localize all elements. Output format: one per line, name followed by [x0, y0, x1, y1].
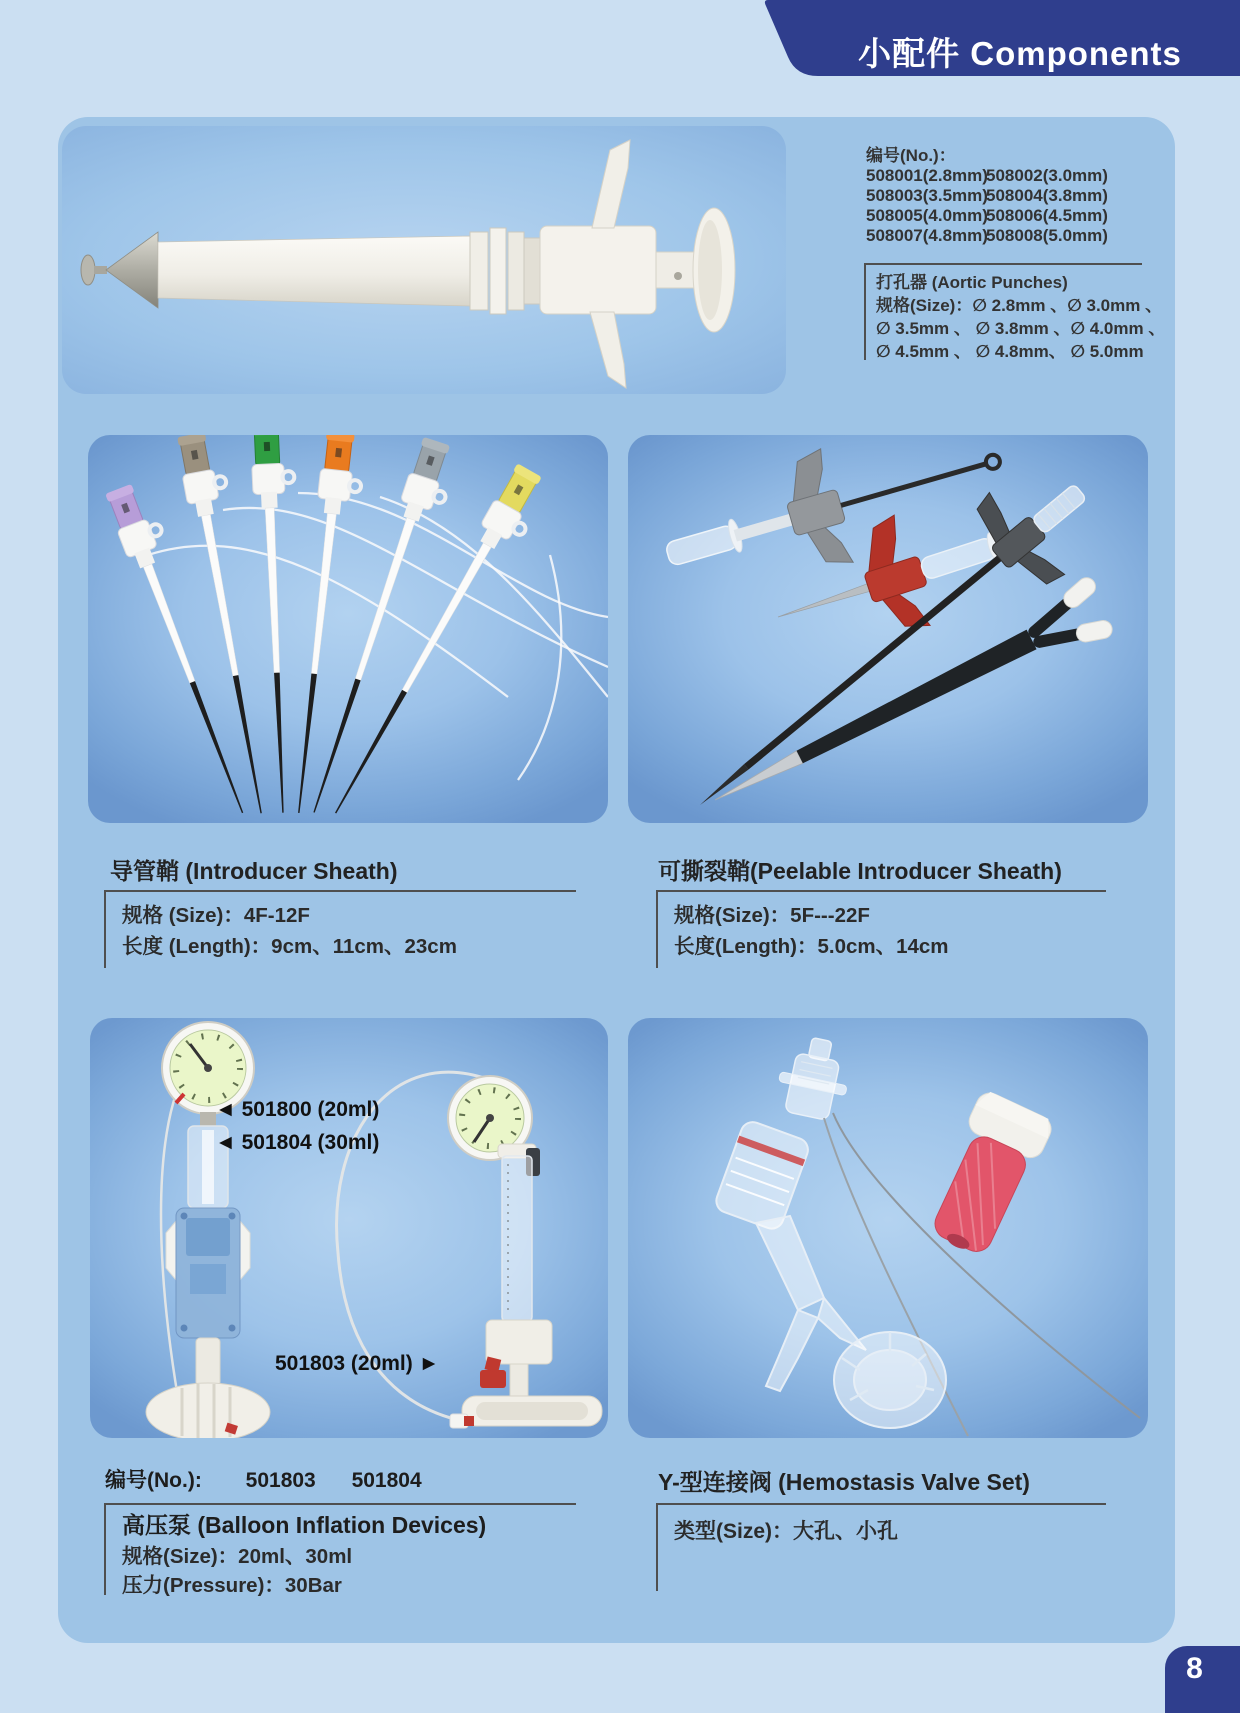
introducer-sheath-photo: [88, 435, 608, 823]
hemostasis-valve-title: Y-型连接阀 (Hemostasis Valve Set): [658, 1469, 1030, 1495]
peelable-sheath-size: 规格(Size)：5F---22F: [674, 904, 870, 927]
introducer-sheath-length: 长度 (Length)：9cm、11cm、23cm: [122, 935, 457, 958]
aortic-punch-illustration: [62, 126, 786, 394]
punch-number-row: 508001(2.8mm)508002(3.0mm): [866, 166, 1108, 185]
balloon-title: 高压泵 (Balloon Inflation Devices): [122, 1512, 487, 1538]
punch-numbers-label: 编号(No.)：: [866, 146, 956, 165]
balloon-numbers-label: 编号(No.):: [105, 1469, 202, 1492]
photo-label-501803: 501803 (20ml) ►: [275, 1352, 440, 1375]
introducer-sheath-title: 导管鞘 (Introducer Sheath): [110, 858, 398, 884]
page-title: 小配件 Components: [858, 35, 1182, 72]
hemostasis-valve-illustration: [628, 1018, 1148, 1438]
punch-size-line: ∅ 4.5mm 、 ∅ 4.8mm、 ∅ 5.0mm: [876, 342, 1144, 361]
punch-number-row: 508003(3.5mm)508004(3.8mm): [866, 186, 1108, 205]
introducer-sheath-spec-box: [104, 890, 576, 968]
hemostasis-valve-type: 类型(Size)：大孔、小孔: [674, 1520, 899, 1543]
photo-label-501804: ◄ 501804 (30ml): [215, 1131, 380, 1154]
hemostasis-valve-photo: [628, 1018, 1148, 1438]
punch-size-line: ∅ 3.5mm 、 ∅ 3.8mm 、∅ 4.0mm 、: [876, 319, 1166, 338]
balloon-numbers-row: [105, 1464, 422, 1494]
balloon-number: 501804: [351, 1469, 422, 1492]
punch-size-line: 规格(Size)：∅ 2.8mm 、∅ 3.0mm 、: [876, 296, 1163, 315]
aortic-punch-spec-box: [864, 263, 1166, 361]
peelable-sheath-photo: [628, 435, 1148, 823]
peelable-sheath-title: 可撕裂鞘(Peelable Introducer Sheath): [658, 858, 1062, 884]
aortic-punch-numbers: [866, 146, 1108, 246]
peelable-sheath-length: 长度(Length)：5.0cm、14cm: [674, 935, 949, 958]
introducer-sheath-size: 规格 (Size)：4F-12F: [122, 904, 310, 927]
balloon-size: 规格(Size)：20ml、30ml: [122, 1545, 353, 1568]
balloon-pressure: 压力(Pressure)：30Bar: [122, 1574, 342, 1597]
photo-label-501800: ◄ 501800 (20ml): [215, 1098, 380, 1121]
peelable-sheath-spec-box: [656, 890, 1106, 968]
balloon-number: 501803: [245, 1469, 316, 1492]
punch-number-row: 508007(4.8mm)508008(5.0mm): [866, 226, 1108, 245]
balloon-spec-box: [104, 1503, 576, 1595]
page-number-badge: [1165, 1646, 1240, 1713]
page-number: 8: [1186, 1652, 1203, 1685]
peelable-sheath-illustration: [628, 435, 1148, 823]
punch-box-title: 打孔器 (Aortic Punches): [876, 273, 1068, 292]
aortic-punch-photo: [62, 126, 786, 394]
hemostasis-valve-spec-box: [656, 1503, 1106, 1591]
introducer-sheath-illustration: [88, 435, 608, 823]
punch-number-row: 508005(4.0mm)508006(4.5mm): [866, 206, 1108, 225]
